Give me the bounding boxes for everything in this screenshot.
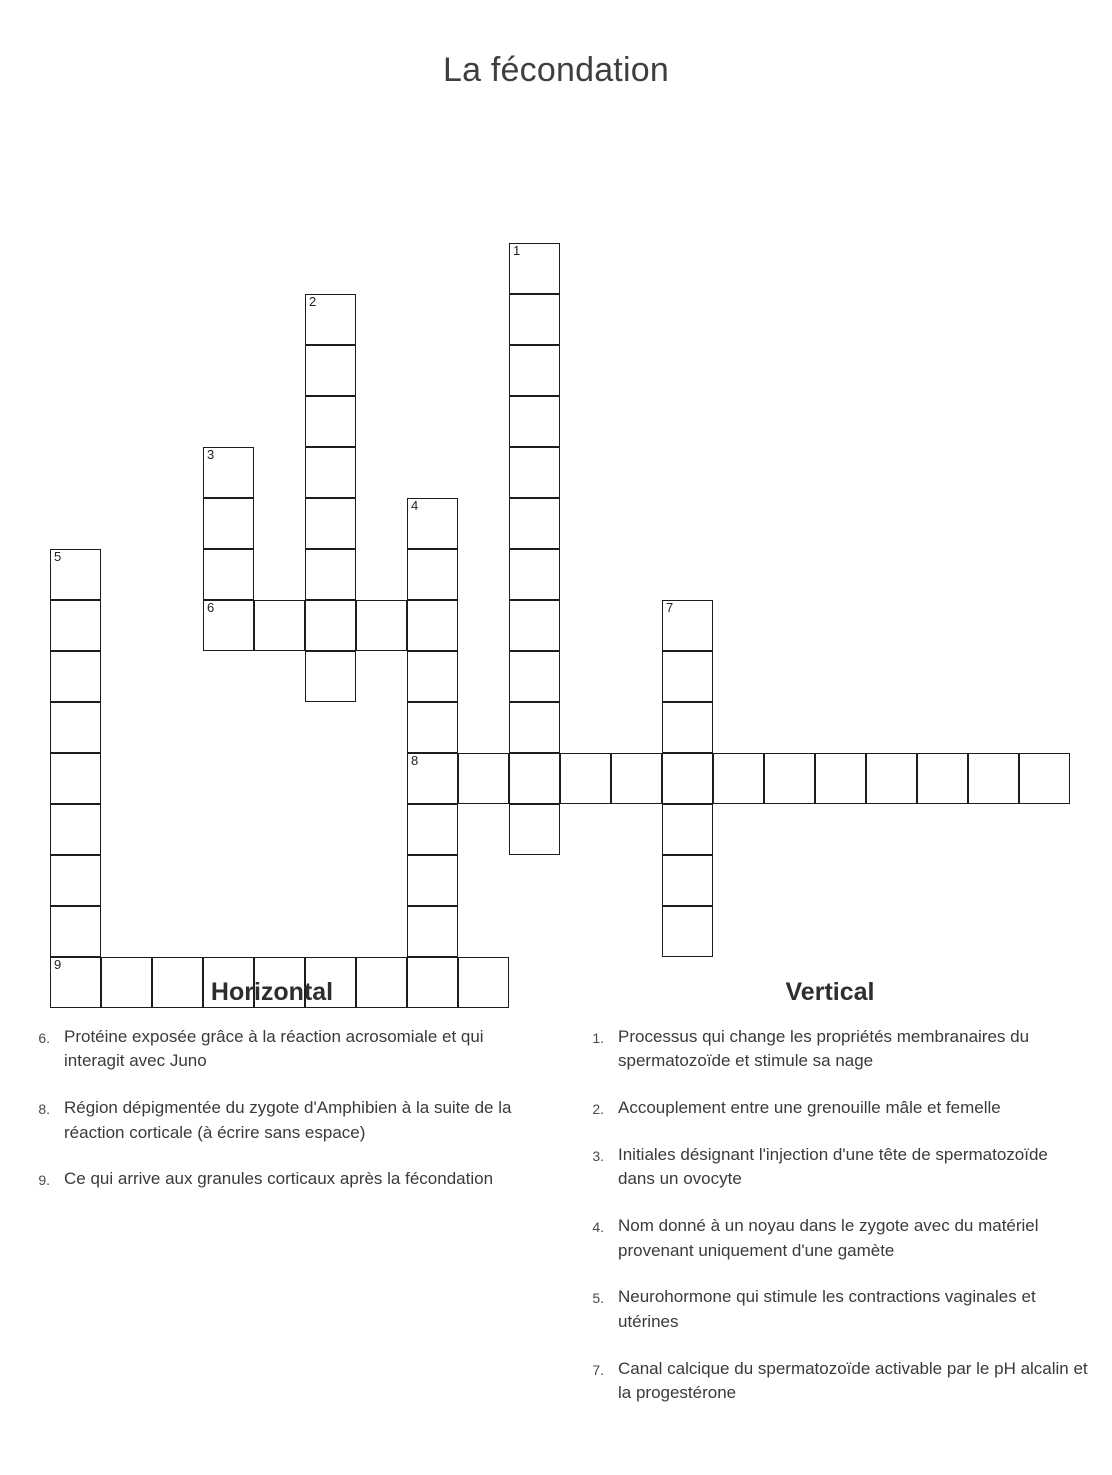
- clue-text: Ce qui arrive aux granules corticaux après la fécondation: [64, 1169, 494, 1189]
- grid-cell[interactable]: [509, 702, 560, 753]
- grid-cell[interactable]: [305, 447, 356, 498]
- clue-text: Processus qui change les propriétés membranaires du spermatozoïde et stimule sa nage: [618, 1026, 1030, 1071]
- grid-cell[interactable]: [611, 753, 662, 804]
- grid-cell[interactable]: [662, 906, 713, 957]
- grid-cell[interactable]: [509, 396, 560, 447]
- down-clue-list: [566, 1025, 1094, 1406]
- grid-cell[interactable]: [509, 243, 560, 294]
- clue-item[interactable]: [18, 1025, 516, 1074]
- grid-cell[interactable]: [50, 753, 101, 804]
- down-heading: Vertical: [785, 977, 875, 1006]
- grid-cell[interactable]: [509, 753, 560, 804]
- clue-number: 4.: [592, 1218, 604, 1235]
- grid-cell[interactable]: [1019, 753, 1070, 804]
- grid-cell[interactable]: [509, 651, 560, 702]
- grid-cell[interactable]: [509, 600, 560, 651]
- grid-cell[interactable]: [305, 651, 356, 702]
- clue-number: 2.: [592, 1101, 604, 1118]
- clue-number: 3.: [592, 1147, 604, 1164]
- grid-cell[interactable]: [305, 600, 356, 651]
- grid-cell[interactable]: [50, 549, 101, 600]
- across-clue-list: [18, 1025, 516, 1192]
- grid-cell[interactable]: [407, 804, 458, 855]
- clue-text: Neurohormone qui stimule les contractions vaginales et utérines: [618, 1287, 1036, 1331]
- grid-cell[interactable]: [203, 549, 254, 600]
- grid-cell[interactable]: [50, 600, 101, 651]
- grid-cell[interactable]: [305, 345, 356, 396]
- grid-cell[interactable]: [50, 702, 101, 753]
- grid-cell[interactable]: [815, 753, 866, 804]
- grid-cell[interactable]: [407, 498, 458, 549]
- clue-item[interactable]: [18, 1096, 516, 1145]
- grid-cell-number: 1: [513, 242, 521, 258]
- clue-text: Accouplement entre une grenouille mâle et femelle: [618, 1098, 1001, 1118]
- clues-container: [0, 978, 1112, 1428]
- clue-item[interactable]: [566, 1143, 1094, 1192]
- grid-cell[interactable]: [509, 447, 560, 498]
- clue-number: 5.: [592, 1290, 604, 1307]
- grid-cell-number: 5: [54, 548, 62, 564]
- clue-item[interactable]: [566, 1214, 1094, 1263]
- grid-cell[interactable]: [509, 549, 560, 600]
- grid-cell[interactable]: [713, 753, 764, 804]
- grid-cell-number: 3: [207, 446, 215, 462]
- grid-cell[interactable]: [203, 447, 254, 498]
- grid-cell-number: 9: [54, 956, 62, 972]
- across-clues-column: [0, 978, 556, 1428]
- grid-cell[interactable]: [662, 600, 713, 651]
- grid-cell[interactable]: [509, 294, 560, 345]
- clue-item[interactable]: [566, 1357, 1094, 1406]
- clue-text: Canal calcique du spermatozoïde activable par le pH alcalin et la progestérone: [618, 1358, 1088, 1403]
- grid-cell-number: 6: [207, 599, 215, 615]
- clue-number: 8.: [38, 1101, 50, 1118]
- grid-cell[interactable]: [407, 651, 458, 702]
- grid-cell[interactable]: [917, 753, 968, 804]
- down-clues-column: [556, 978, 1112, 1428]
- grid-cell[interactable]: [305, 549, 356, 600]
- clue-text: Initiales désignant l'injection d'une tête de spermatozoïde dans un ovocyte: [618, 1144, 1048, 1189]
- grid-cell-number: 4: [411, 497, 419, 513]
- page-title: La fécondation: [443, 50, 669, 89]
- grid-cell[interactable]: [305, 294, 356, 345]
- grid-cell[interactable]: [407, 855, 458, 906]
- grid-cell[interactable]: [662, 753, 713, 804]
- grid-cell[interactable]: [407, 549, 458, 600]
- grid-cell-number: 7: [666, 599, 674, 615]
- grid-cell[interactable]: [50, 906, 101, 957]
- grid-cell[interactable]: [662, 651, 713, 702]
- grid-cell[interactable]: [50, 855, 101, 906]
- clue-text: Nom donné à un noyau dans le zygote avec du matériel provenant uniquement d'une gamète: [618, 1215, 1039, 1260]
- grid-cell[interactable]: [662, 804, 713, 855]
- grid-cell-number: 8: [411, 752, 419, 768]
- grid-cell[interactable]: [407, 906, 458, 957]
- clue-item[interactable]: [566, 1285, 1094, 1334]
- grid-cell[interactable]: [50, 651, 101, 702]
- clue-text: Région dépigmentée du zygote d'Amphibien à la suite de la réaction corticale (à écrire sans espace): [64, 1098, 512, 1142]
- grid-cell[interactable]: [662, 702, 713, 753]
- grid-cell[interactable]: [305, 498, 356, 549]
- grid-cell[interactable]: [254, 600, 305, 651]
- grid-cell[interactable]: [50, 804, 101, 855]
- grid-cell[interactable]: [407, 753, 458, 804]
- grid-cell[interactable]: [866, 753, 917, 804]
- grid-cell[interactable]: [509, 498, 560, 549]
- grid-cell[interactable]: [305, 396, 356, 447]
- grid-cell-number: 2: [309, 293, 317, 309]
- clue-number: 9.: [38, 1172, 50, 1189]
- grid-cell[interactable]: [203, 600, 254, 651]
- grid-cell[interactable]: [560, 753, 611, 804]
- clue-text: Protéine exposée grâce à la réaction acrosomiale et qui interagit avec Juno: [64, 1026, 484, 1071]
- grid-cell[interactable]: [968, 753, 1019, 804]
- grid-cell[interactable]: [458, 753, 509, 804]
- crossword-grid[interactable]: [0, 113, 1112, 972]
- grid-cell[interactable]: [356, 600, 407, 651]
- grid-cell[interactable]: [662, 855, 713, 906]
- clue-item[interactable]: [566, 1096, 1094, 1121]
- clue-number: 1.: [592, 1029, 604, 1046]
- clue-number: 6.: [38, 1029, 50, 1046]
- grid-cell[interactable]: [407, 600, 458, 651]
- clue-item[interactable]: [18, 1167, 516, 1192]
- grid-cell[interactable]: [203, 498, 254, 549]
- grid-cell[interactable]: [764, 753, 815, 804]
- clue-number: 7.: [592, 1361, 604, 1378]
- clue-item[interactable]: [566, 1025, 1094, 1074]
- grid-cell[interactable]: [509, 345, 560, 396]
- across-heading: Horizontal: [210, 977, 334, 1006]
- grid-cell[interactable]: [407, 702, 458, 753]
- grid-cell[interactable]: [509, 804, 560, 855]
